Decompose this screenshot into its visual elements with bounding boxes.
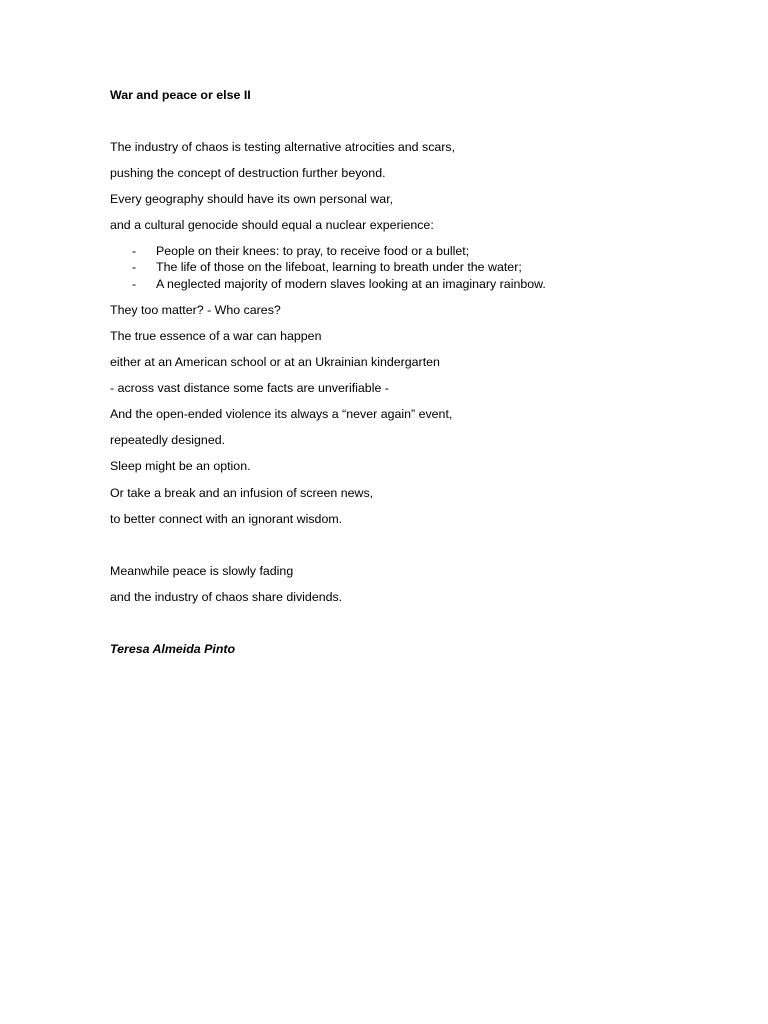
- poem-title: War and peace or else II: [110, 88, 251, 102]
- poem-line: Meanwhile peace is slowly fading: [110, 564, 294, 578]
- bullet-marker: -: [132, 260, 137, 274]
- bullet-marker: -: [132, 244, 137, 258]
- poem-line: repeatedly designed.: [110, 433, 226, 447]
- poem-line: - across vast distance some facts are unverifiable -: [110, 381, 389, 395]
- poem-line: They too matter? - Who cares?: [110, 303, 281, 317]
- bullet-marker: -: [132, 277, 137, 291]
- poem-line: And the open-ended violence its always a “never again” event,: [110, 407, 453, 421]
- bullet-item: People on their knees: to pray, to receive food or a bullet;: [156, 244, 470, 258]
- poem-line: The industry of chaos is testing alternative atrocities and scars,: [110, 140, 456, 154]
- author-signature: Teresa Almeida Pinto: [110, 642, 236, 656]
- poem-line: Or take a break and an infusion of screen news,: [110, 486, 374, 500]
- poem-line: Every geography should have its own personal war,: [110, 192, 394, 206]
- poem-line: and the industry of chaos share dividends.: [110, 590, 343, 604]
- bullet-item: A neglected majority of modern slaves looking at an imaginary rainbow.: [156, 277, 546, 291]
- poem-line: and a cultural genocide should equal a nuclear experience:: [110, 218, 434, 232]
- poem-line: to better connect with an ignorant wisdom.: [110, 512, 343, 526]
- poem-line: The true essence of a war can happen: [110, 329, 322, 343]
- poem-line: pushing the concept of destruction further beyond.: [110, 166, 386, 180]
- poem-line: Sleep might be an option.: [110, 459, 251, 473]
- poem-line: either at an American school or at an Ukrainian kindergarten: [110, 355, 440, 369]
- bullet-item: The life of those on the lifeboat, learning to breath under the water;: [156, 260, 522, 274]
